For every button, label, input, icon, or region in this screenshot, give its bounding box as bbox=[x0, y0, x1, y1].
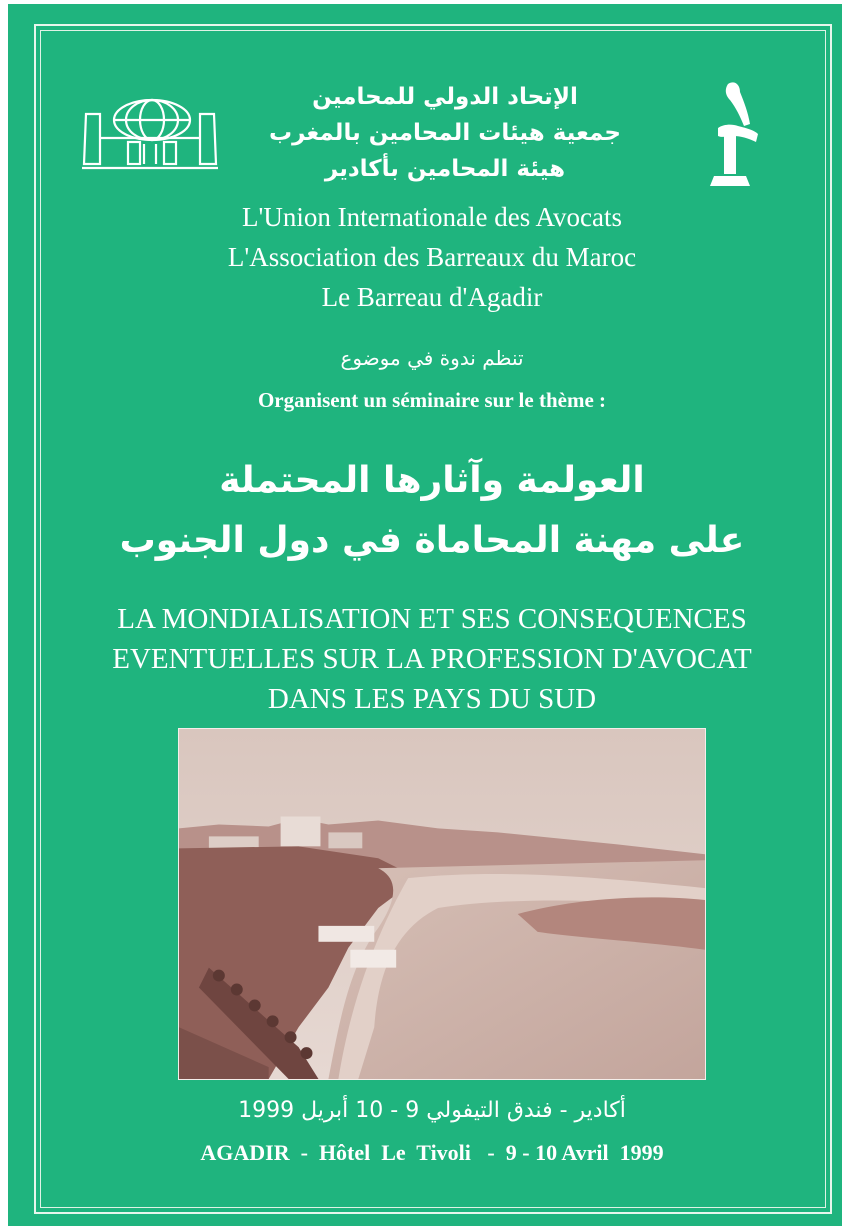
theme-french-line-2: EVENTUELLES SUR LA PROFESSION D'AVOCAT bbox=[112, 643, 752, 675]
arabic-org-line-1: الإتحاد الدولي للمحامين bbox=[312, 84, 578, 110]
french-org-line-3: Le Barreau d'Agadir bbox=[321, 282, 543, 312]
arabic-org-line-3: هيئة المحامين بأكادير bbox=[324, 156, 566, 182]
agadir-bay-photo bbox=[178, 728, 706, 1080]
arabic-org-line-2: جمعية هيئات المحامين بالمغرب bbox=[268, 120, 622, 146]
intro-arabic: تنظم ندوة في موضوع bbox=[340, 346, 524, 370]
theme-french-line-1: LA MONDIALISATION ET SES CONSEQUENCES bbox=[117, 603, 747, 635]
theme-arabic-line-2: على مهنة المحاماة في دول الجنوب bbox=[119, 520, 745, 561]
french-org-line-1: L'Union Internationale des Avocats bbox=[241, 202, 622, 232]
french-org-line-2: L'Association des Barreaux du Maroc bbox=[227, 242, 637, 272]
theme-french-line-3: DANS LES PAYS DU SUD bbox=[267, 683, 597, 715]
footer-arabic: أكادير - فندق التيفولي 9 - 10 أبريل 1999 bbox=[238, 1098, 626, 1123]
intro-french: Organisent un séminaire sur le thème : bbox=[257, 388, 607, 412]
footer-french: AGADIR - Hôtel Le Tivoli - 9 - 10 Avril 1999 bbox=[200, 1140, 664, 1165]
theme-arabic-line-1: العولمة وآثارها المحتملة bbox=[219, 460, 645, 501]
